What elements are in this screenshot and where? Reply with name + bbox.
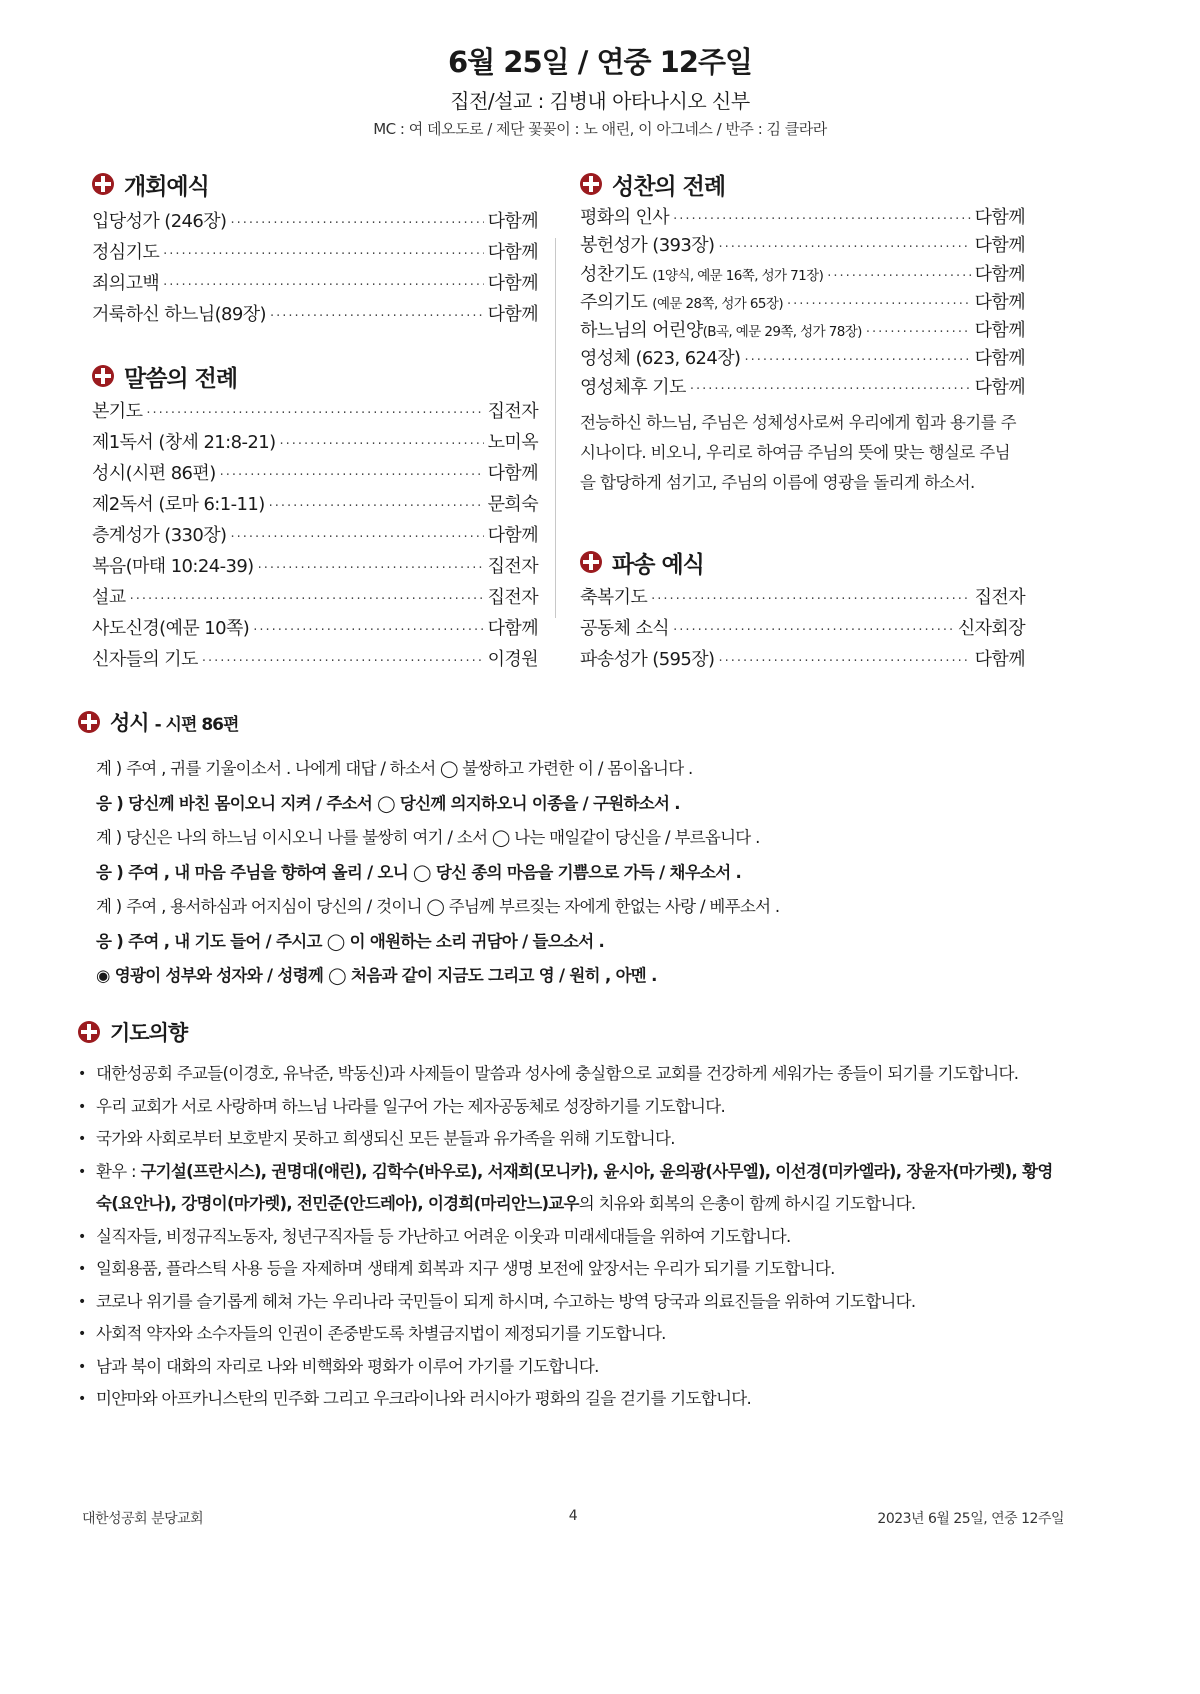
- cross-icon: [580, 173, 602, 195]
- order-row: [580, 317, 1025, 345]
- column-divider: [555, 238, 556, 618]
- opening-list: [92, 206, 538, 330]
- list-item: [78, 1253, 1058, 1286]
- order-who: 다함께: [974, 649, 1025, 671]
- intention-text: 국가와 사회로부터 보호받지 못하고 희생되신 모든 분들과 유가족을 위해 기도합니다.: [96, 1129, 675, 1148]
- order-label: 제2독서 (로마 6:1-11): [92, 494, 265, 515]
- word-list: [92, 396, 538, 675]
- section-heading-psalm: [78, 706, 1078, 738]
- order-row: [92, 396, 538, 427]
- order-row: [92, 427, 538, 458]
- order-row: [92, 644, 538, 675]
- list-item: [78, 1221, 1058, 1254]
- order-label: [580, 261, 823, 290]
- order-who: 다함께: [487, 211, 538, 232]
- order-who: 다함께: [974, 376, 1025, 398]
- footer-church: 대한성공회 분당교회: [82, 1511, 204, 1527]
- order-row: [580, 289, 1025, 317]
- intention-text: 대한성공회 주교들(이경호, 유낙준, 박동신)과 사제들이 말씀과 성사에 충실함으로 교회를 건강하게 세워가는 종들이 되기를 기도합니다.: [96, 1064, 1019, 1083]
- order-row: [580, 345, 1025, 373]
- section-heading-opening: [92, 168, 538, 200]
- order-label: 제1독서 (창세 21:8-21): [92, 432, 276, 453]
- leader-dots: [651, 584, 970, 615]
- order-label-text: 성찬기도: [580, 263, 648, 285]
- order-who: 집전자: [487, 587, 538, 608]
- order-row: [92, 613, 538, 644]
- section-title: 파송 예식: [612, 551, 704, 578]
- order-who: 다함께: [974, 348, 1025, 370]
- order-who: 이경원: [487, 649, 538, 670]
- leader-dots: [690, 376, 971, 404]
- list-item: [78, 1286, 1058, 1319]
- order-label: 설교: [92, 587, 126, 608]
- dismissal-list: [580, 582, 1025, 675]
- cross-icon: [92, 173, 114, 195]
- leader-dots: [787, 291, 971, 319]
- right-column: [580, 168, 1025, 675]
- list-item: [78, 1351, 1058, 1384]
- order-who: 다함께: [487, 242, 538, 263]
- order-label-text: 영성체후 기도: [580, 376, 686, 398]
- order-who: 다함께: [487, 525, 538, 546]
- psalm-line: ◉ 영광이 성부와 성자와 / 성령께 ◯ 처음과 같이 지금도 그리고 영 / 원히 , 아멘 .: [96, 966, 657, 985]
- intention-text: 일회용품, 플라스틱 사용 등을 자제하며 생태계 회복과 지구 생명 보전에 앞장서는 우리가 되기를 기도합니다.: [96, 1259, 835, 1278]
- order-label: 본기도: [92, 401, 143, 422]
- leader-dots: [220, 460, 484, 491]
- intention-text: 미얀마와 아프카니스탄의 민주화 그리고 우크라이나와 러시아가 평화의 길을 걷기를 기도합니다.: [96, 1389, 752, 1408]
- leader-dots: [230, 208, 483, 239]
- order-who: 다함께: [974, 235, 1025, 257]
- order-who: 다함께: [974, 320, 1025, 342]
- order-row: [580, 261, 1025, 289]
- intentions-list: [78, 1058, 1058, 1416]
- order-row: [92, 268, 538, 299]
- leader-dots: [270, 301, 484, 332]
- order-row: [92, 458, 538, 489]
- intention-text: 실직자들, 비정규직노동자, 청년구직자들 등 가난하고 어려운 이웃과 미래세대들을 위하여 기도합니다.: [96, 1226, 791, 1246]
- order-row: [92, 520, 538, 551]
- list-item: [78, 1318, 1058, 1351]
- left-column: [92, 168, 538, 675]
- leader-dots: [253, 615, 483, 646]
- order-label-text: 봉헌성가 (393장): [580, 235, 715, 257]
- order-label: 공동체 소식: [580, 618, 670, 640]
- order-label: [580, 345, 740, 373]
- psalm-line: 계 ) 주여 , 용서하심과 어지심이 당신의 / 것이니 ◯ 주님께 부르짖는 자에게 한없는 사랑 / 베푸소서 .: [96, 897, 780, 916]
- order-row: [92, 237, 538, 268]
- cross-icon: [92, 365, 114, 387]
- intentions-section: [78, 1016, 1058, 1416]
- order-label: 성시(시편 86편): [92, 463, 216, 484]
- order-label: 층계성가 (330장): [92, 525, 227, 546]
- list-item: [78, 1123, 1058, 1156]
- order-who: 집전자: [974, 587, 1025, 609]
- intention-text: 코로나 위기를 슬기롭게 헤쳐 가는 우리나라 국민들이 되게 하시며, 수고하는 방역 당국과 의료진들을 위하여 기도합니다.: [96, 1291, 916, 1311]
- intention-text: 사회적 약자와 소수자들의 인권이 존중받도록 차별금지법이 제정되기를 기도합니다.: [96, 1324, 666, 1343]
- order-label: 복음(마태 10:24-39): [92, 556, 254, 577]
- psalm-line: 응 ) 주여 , 내 기도 들어 / 주시고 ◯ 이 애원하는 소리 귀담아 / 들으소서 .: [96, 931, 605, 951]
- order-who: 노미옥: [487, 432, 538, 453]
- officiant-line: 집전/설교 : 김병내 아타나시오 신부: [450, 89, 750, 113]
- order-row: [580, 204, 1025, 232]
- order-label: [580, 204, 669, 232]
- section-title: 기도의향: [110, 1021, 188, 1045]
- leader-dots: [718, 646, 970, 677]
- order-label: 사도신경(예문 10쪽): [92, 618, 250, 639]
- patient-names: 구기설(프란시스), 권명대(애린), 김학수(바우로), 서재희(모니카), 윤시아, 윤의광(사무엘), 이선경(미카엘라), 장윤자(마가렛), 황영숙(요안나), 강명이(마가렛), 전민준(안드레아), 이경희(마리안느)교우: [96, 1161, 1053, 1213]
- post-communion-prayer-text: 전능하신 하느님, 주님은 성체성사로써 우리에게 힘과 용기를 주시나이다. 비오니, 우리로 하여금 주님의 뜻에 맞는 행실로 주님을 합당하게 섬기고, 주님의 이름에 영광을 돌리게 하소서.: [580, 413, 1016, 493]
- psalm-line: 응 ) 당신께 바친 몸이오니 지켜 / 주소서 ◯ 당신께 의지하오니 이종을 / 구원하소서 .: [96, 793, 680, 813]
- intention-text: 남과 북이 대화의 자리로 나와 비핵화와 평화가 이루어 가기를 기도합니다.: [96, 1356, 599, 1376]
- order-label: [580, 232, 714, 260]
- order-who: 집전자: [487, 401, 538, 422]
- list-item: [78, 1156, 1058, 1221]
- section-heading-eucharist: [580, 168, 1025, 200]
- eucharist-list: [580, 204, 1025, 402]
- psalm-lines: [96, 752, 1078, 994]
- order-who: 다함께: [974, 207, 1025, 228]
- page-title: 6월 25일 / 연중 12주일: [448, 45, 752, 79]
- section-heading-intentions: [78, 1016, 1058, 1048]
- order-label-note: (B곡, 예문 29쪽, 성가 78장): [702, 324, 862, 341]
- leader-dots: [258, 553, 484, 584]
- leader-dots: [163, 239, 483, 270]
- order-label: 죄의고백: [92, 273, 160, 294]
- order-row: [92, 299, 538, 330]
- leader-dots: [269, 491, 484, 522]
- leader-dots: [744, 347, 970, 375]
- section-subtitle: - 시편 86편: [154, 714, 239, 735]
- order-label: 신자들의 기도: [92, 649, 198, 670]
- header: [0, 42, 1200, 140]
- psalm-section: [78, 706, 1078, 994]
- order-row: [580, 582, 1025, 613]
- order-label: 입당성가 (246장): [92, 211, 227, 232]
- leader-dots: [230, 522, 483, 553]
- order-row: [92, 206, 538, 237]
- list-item: [78, 1383, 1058, 1416]
- order-who: 다함께: [974, 263, 1025, 285]
- order-row: [580, 374, 1025, 402]
- leader-dots: [673, 615, 954, 646]
- order-label: 축복기도: [580, 587, 648, 609]
- section-heading-dismissal: [580, 546, 1025, 578]
- order-label: [580, 289, 783, 318]
- footer-page-number: 4: [568, 1508, 578, 1524]
- psalm-line: 계 ) 주여 , 귀를 기울이소서 . 나에게 대답 / 하소서 ◯ 불쌍하고 가련한 이 / 몸이옵니다 .: [96, 759, 693, 778]
- leader-dots: [163, 270, 483, 301]
- order-row: [92, 582, 538, 613]
- leader-dots: [718, 234, 970, 262]
- order-label: 거룩하신 하느님(89장): [92, 304, 266, 325]
- order-row: [580, 232, 1025, 260]
- order-who: 집전자: [487, 556, 538, 577]
- leader-dots: [130, 584, 484, 615]
- order-label-text: 평화의 인사: [580, 207, 670, 228]
- order-label-note: (예문 28쪽, 성가 65장): [652, 295, 783, 312]
- leader-dots: [673, 206, 971, 234]
- order-row: [92, 489, 538, 520]
- order-label: 파송성가 (595장): [580, 649, 715, 671]
- order-who: 다함께: [487, 304, 538, 325]
- leader-dots: [146, 398, 483, 429]
- cross-icon: [580, 551, 602, 573]
- psalm-line: 응 ) 주여 , 내 마음 주님을 향하여 올리 / 오니 ◯ 당신 종의 마음을 기쁨으로 가득 / 채우소서 .: [96, 862, 742, 882]
- section-heading-word: [92, 360, 538, 392]
- order-row: [92, 551, 538, 582]
- intention-text: 환우 :: [96, 1161, 141, 1181]
- cross-icon: [78, 711, 100, 733]
- order-label: 정심기도: [92, 242, 160, 263]
- order-label-note: (1양식, 예문 16쪽, 성가 71장): [652, 267, 824, 284]
- order-who: 신자회장: [957, 618, 1025, 640]
- leader-dots: [280, 429, 484, 460]
- footer-date: 2023년 6월 25일, 연중 12주일: [877, 1511, 1064, 1527]
- list-item: [78, 1058, 1058, 1091]
- list-item: [78, 1091, 1058, 1124]
- order-label: [580, 317, 862, 346]
- cross-icon: [78, 1021, 100, 1043]
- order-who: 다함께: [487, 273, 538, 294]
- order-label-text: 주의기도: [580, 291, 648, 313]
- order-label-text: 하느님의 어린양: [580, 320, 703, 342]
- order-row: [580, 644, 1025, 675]
- roles-line: MC : 여 데오도로 / 제단 꽃꽂이 : 노 애린, 이 아그네스 / 반주 : 김 클라라: [373, 120, 827, 138]
- intention-text: 우리 교회가 서로 사랑하며 하느님 나라를 일구어 가는 제자공동체로 성장하기를 기도합니다.: [96, 1096, 726, 1116]
- order-label: [580, 374, 686, 402]
- leader-dots: [202, 646, 484, 677]
- section-title: 말씀의 전례: [124, 365, 238, 392]
- order-who: 다함께: [974, 291, 1025, 313]
- order-who: 다함께: [487, 618, 538, 639]
- leader-dots: [866, 319, 971, 347]
- psalm-line: 계 ) 당신은 나의 하느님 이시오니 나를 불쌍히 여기 / 소서 ◯ 나는 매일같이 당신을 / 부르옵니다 .: [96, 828, 760, 847]
- section-title: 개회예식: [124, 173, 209, 200]
- leader-dots: [827, 263, 970, 291]
- order-who: 문희숙: [487, 494, 538, 515]
- order-row: [580, 613, 1025, 644]
- order-who: 다함께: [487, 463, 538, 484]
- section-title: 성시: [110, 711, 149, 735]
- section-title: 성찬의 전례: [612, 173, 726, 200]
- order-label-text: 영성체 (623, 624장): [580, 348, 741, 370]
- intention-text: 의 치유와 회복의 은총이 함께 하시길 기도합니다.: [578, 1194, 916, 1213]
